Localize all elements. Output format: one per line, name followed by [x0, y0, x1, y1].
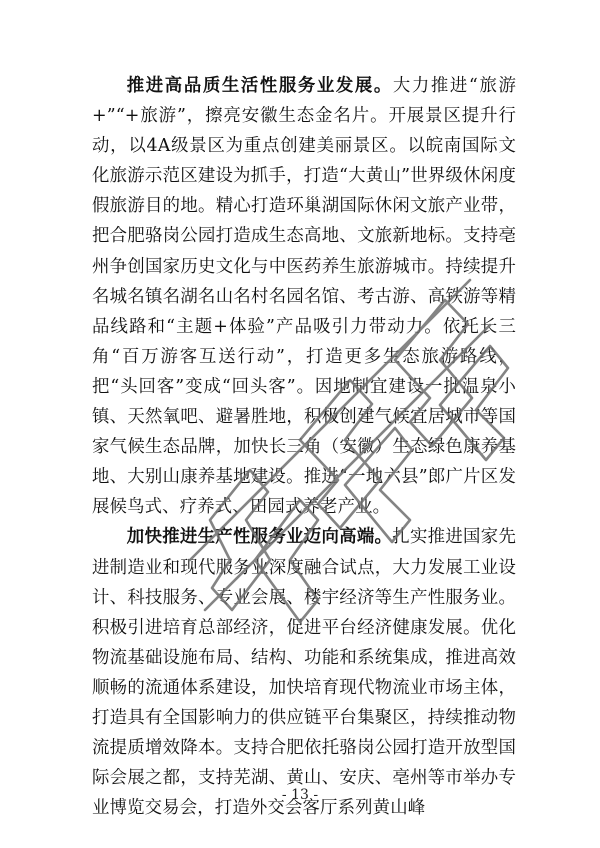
page-number: - 13 - — [281, 787, 319, 803]
paragraph-lifestyle-services — [92, 71, 516, 522]
paragraph-lead-heading: 加快推进生产性服务业迈向高端。 — [126, 527, 393, 548]
paragraph-body: 扎实推进国家先进制造业和现代服务业深度融合试点，大力发展工业设计、科技服务、专业会展、楼宇经济等生产性服务业。积极引进培育总部经济，促进平台经济健康发展。优化物流基础设施布局、结构、功能和系统集成，推进高效顺畅的流通体系建设，加快培育现代物流业市场主体，打造具有全国影响力的供应链平台集聚区，持续推动物流提质增效降本。支持合肥依托骆岗公园打造开放型国际会展之都，支持芜湖、黄山、安庆、亳州等市举办专业博览交易会，打造外交会客厅系列黄山峰 — [92, 527, 516, 819]
paragraph-body: 大力推进“旅游+”“+旅游”，擦亮安徽生态金名片。开展景区提升行动，以4A级景区为重点创建美丽景区。以皖南国际文化旅游示范区建设为抓手，打造“大黄山”世界级休闲度假旅游目的地。精心打造环巢湖国际休闲文旅产业带，把合肥骆岗公园打造成生态高地、文旅新地标。支持亳州争创国家历史文化与中医药养生旅游城市。持续提升名城名镇名湖名山名村名园名馆、考古游、高铁游等精品线路和“主题+体验”产品吸引力带动力。依托长三角“百万游客互送行动”，打造更多生态旅游路线，把“头回客”变成“回头客”。因地制宜建设一批温泉小镇、天然氧吧、避暑胜地，积极创建气候宜居城市等国家气候生态品牌，加快长三角（安徽）生态绿色康养基地、大别山康养基地建设。推进“一地六县”郎广片区发展候鸟式、疗养式、田园式养老产业。 — [92, 76, 516, 518]
paragraph-producer-services — [92, 522, 516, 823]
body-text — [92, 71, 516, 823]
paragraph-lead-heading: 推进高品质生活性服务业发展。 — [126, 76, 393, 96]
